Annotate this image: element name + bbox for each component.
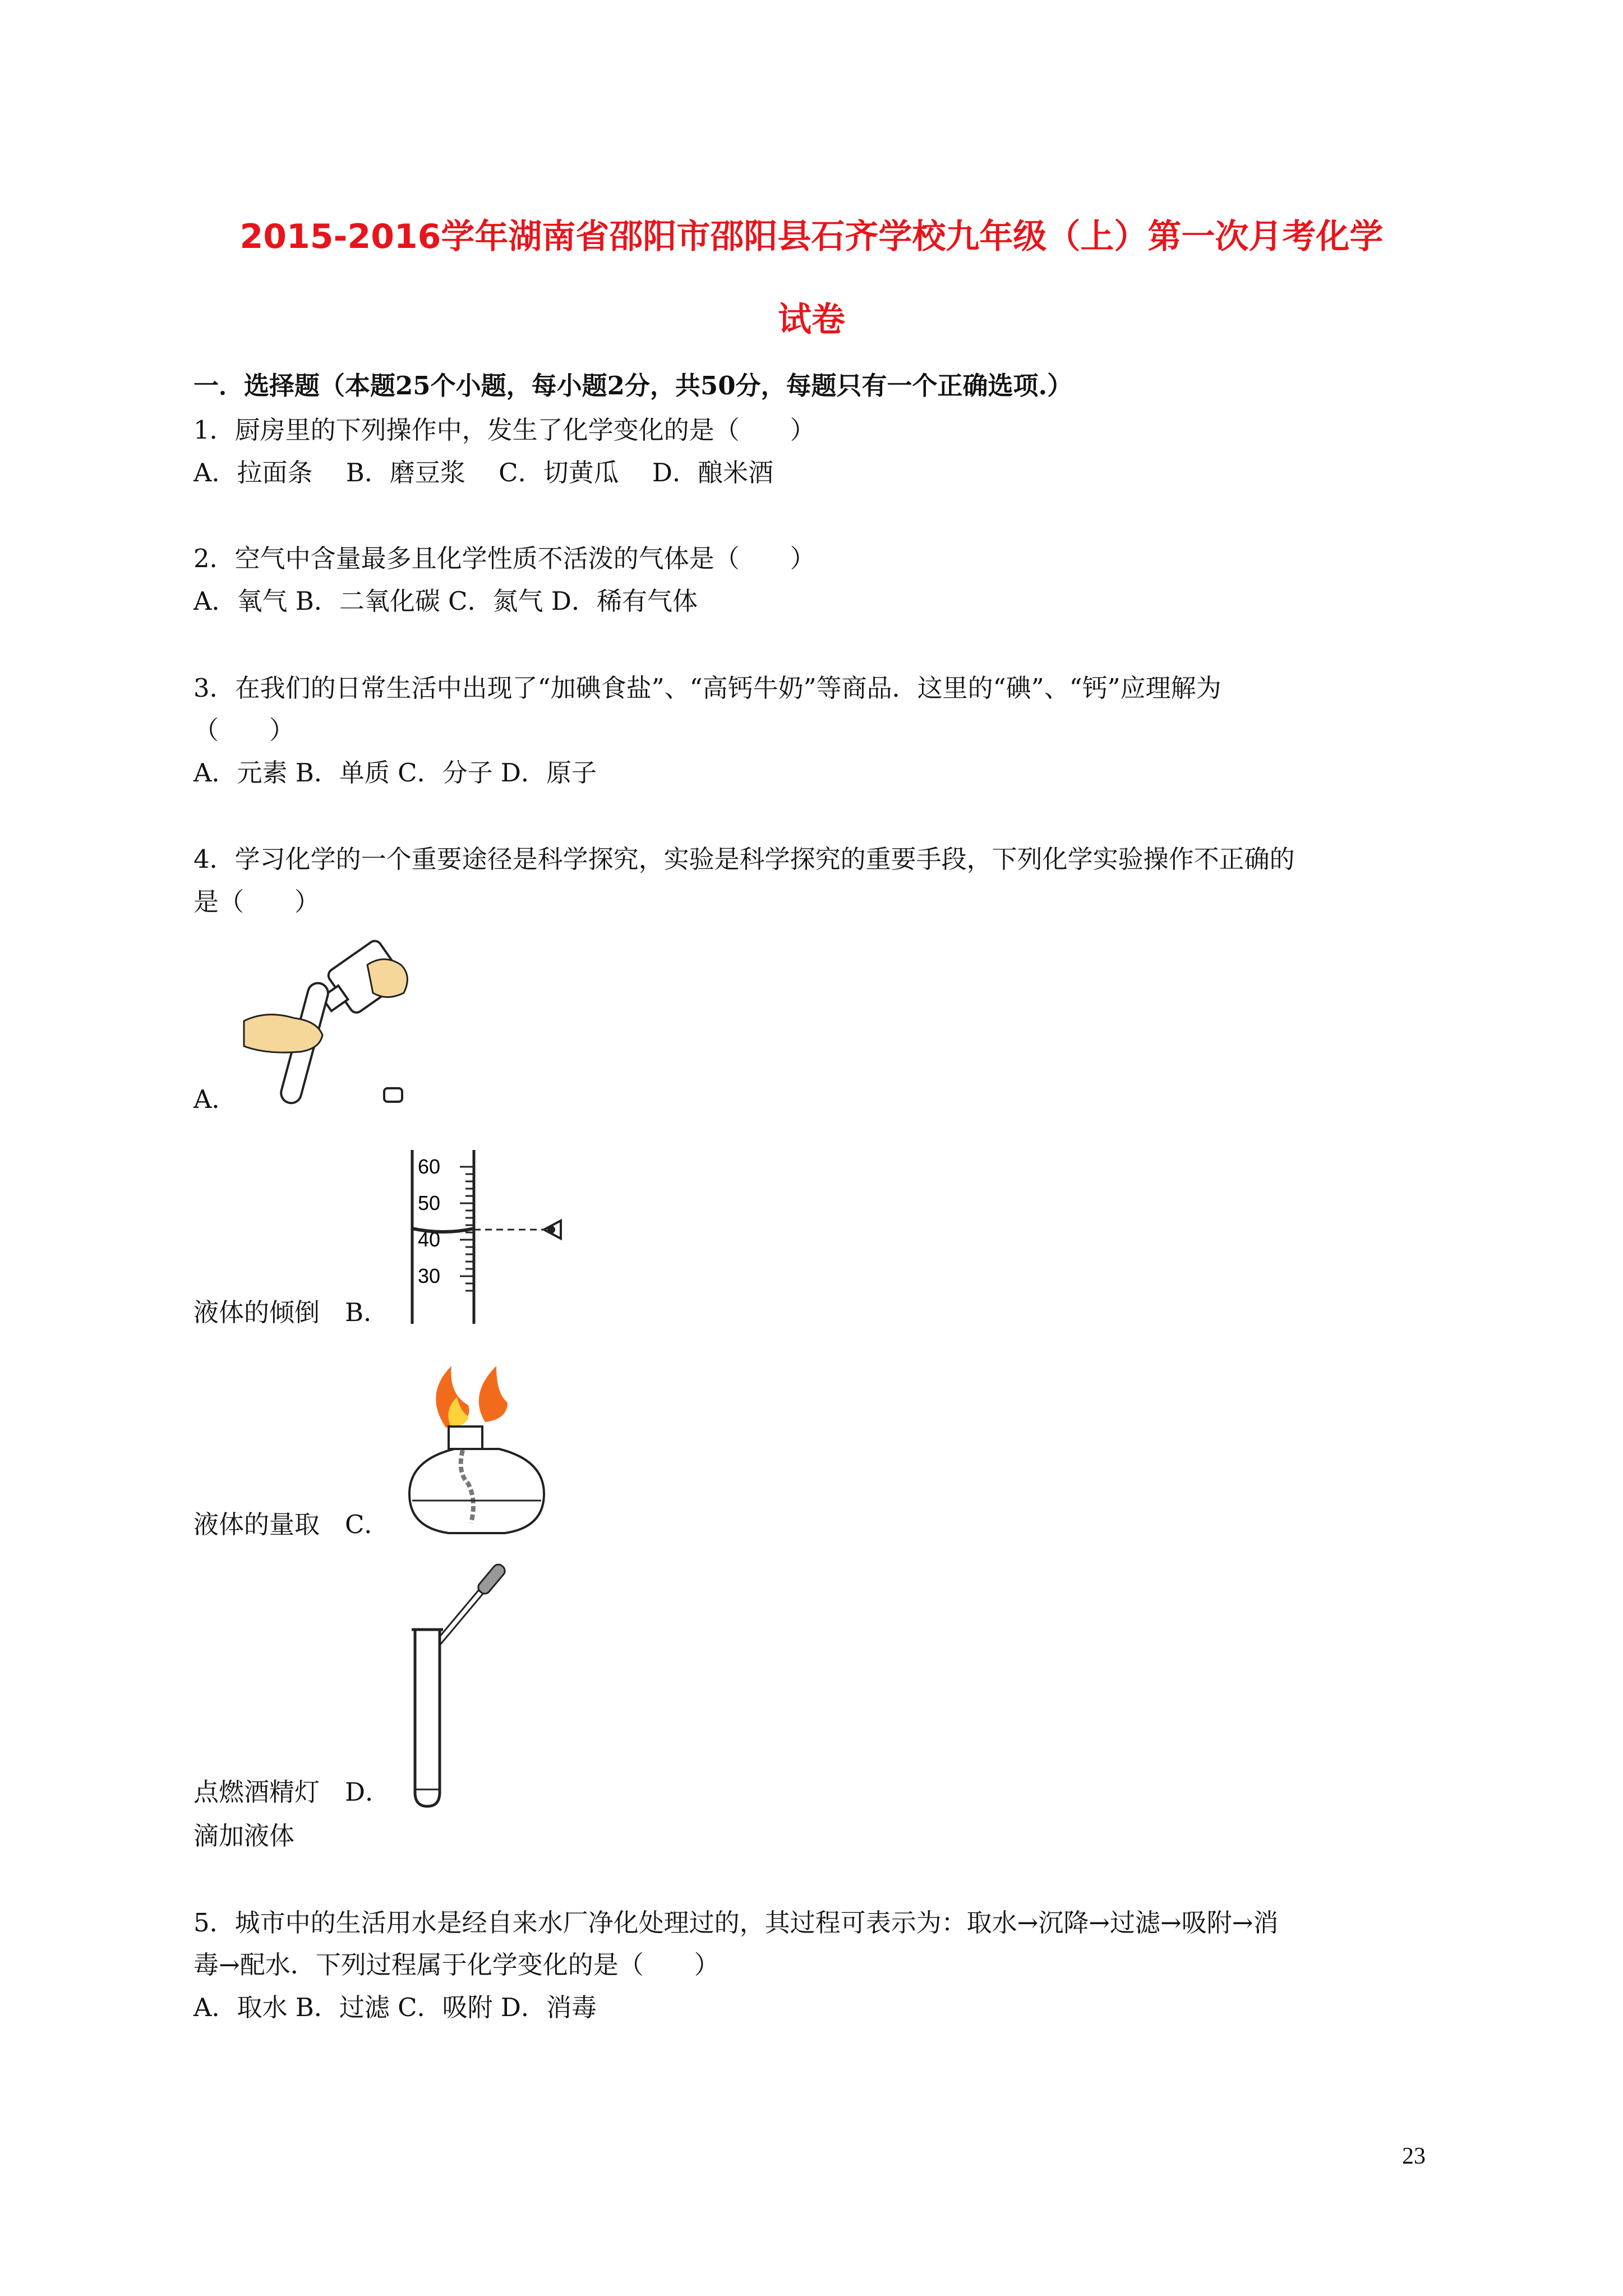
scale-label-30: 30 bbox=[418, 1264, 441, 1287]
scale-label-50: 50 bbox=[418, 1191, 441, 1214]
graduated-cylinder-image bbox=[407, 1150, 575, 1329]
question-4-option-b-label: 液体的倾倒 B． bbox=[193, 1297, 389, 1327]
question-1-options: A．拉面条 B．磨豆浆 C．切黄瓜 D．酿米酒 bbox=[193, 458, 773, 487]
question-5-options: A．取水 B．过滤 C．吸附 D．消毒 bbox=[193, 1993, 597, 2022]
question-4-option-d-caption: 滴加液体 bbox=[193, 1821, 295, 1851]
question-2-stem: 2．空气中含量最多且化学性质不活泼的气体是（ ） bbox=[193, 544, 815, 573]
pouring-liquid-image bbox=[233, 931, 429, 1116]
question-4-option-a-label: A． bbox=[193, 1084, 237, 1114]
scale-label-60: 60 bbox=[418, 1155, 441, 1178]
alcohol-lamp-image bbox=[401, 1360, 569, 1545]
question-1-stem: 1．厨房里的下列操作中，发生了化学变化的是（ ） bbox=[193, 415, 815, 445]
scale-label-40: 40 bbox=[418, 1228, 441, 1251]
question-4-option-c-label: 液体的量取 C． bbox=[193, 1510, 390, 1539]
question-5-stem-line2: 毒→配水．下列过程属于化学变化的是（ ） bbox=[193, 1950, 720, 1980]
question-4-stem-line2: 是（ ） bbox=[193, 887, 320, 917]
dropper-test-tube-image bbox=[398, 1562, 527, 1809]
question-2-options: A．氧气 B．二氧化碳 C．氮气 D．稀有气体 bbox=[193, 586, 698, 616]
exam-title-line2: 试卷 bbox=[778, 300, 845, 339]
section-heading: 一．选择题（本题25个小题，每小题2分，共50分，每题只有一个正确选项.） bbox=[193, 371, 1073, 401]
question-4-option-d-label: 点燃酒精灯 D． bbox=[193, 1777, 391, 1807]
page-number: 23 bbox=[1402, 2143, 1426, 2169]
question-3-options: A．元素 B．单质 C．分子 D．原子 bbox=[193, 758, 597, 788]
question-3-stem-line2: （ ） bbox=[193, 715, 295, 745]
question-4-stem-line1: 4．学习化学的一个重要途径是科学探究，实验是科学探究的重要手段，下列化学实验操作不正确的 bbox=[193, 844, 1295, 874]
question-5-stem-line1: 5．城市中的生活用水是经自来水厂净化处理过的，其过程可表示为：取水→沉降→过滤→吸附→消 bbox=[193, 1908, 1279, 1938]
exam-title-line1: 2015-2016学年湖南省邵阳市邵阳县石齐学校九年级（上）第一次月考化学 bbox=[239, 217, 1384, 256]
question-3-stem-line1: 3．在我们的日常生活中出现了“加碘食盐”、“高钙牛奶”等商品．这里的“碘”、“钙”应理解为 bbox=[193, 673, 1221, 703]
